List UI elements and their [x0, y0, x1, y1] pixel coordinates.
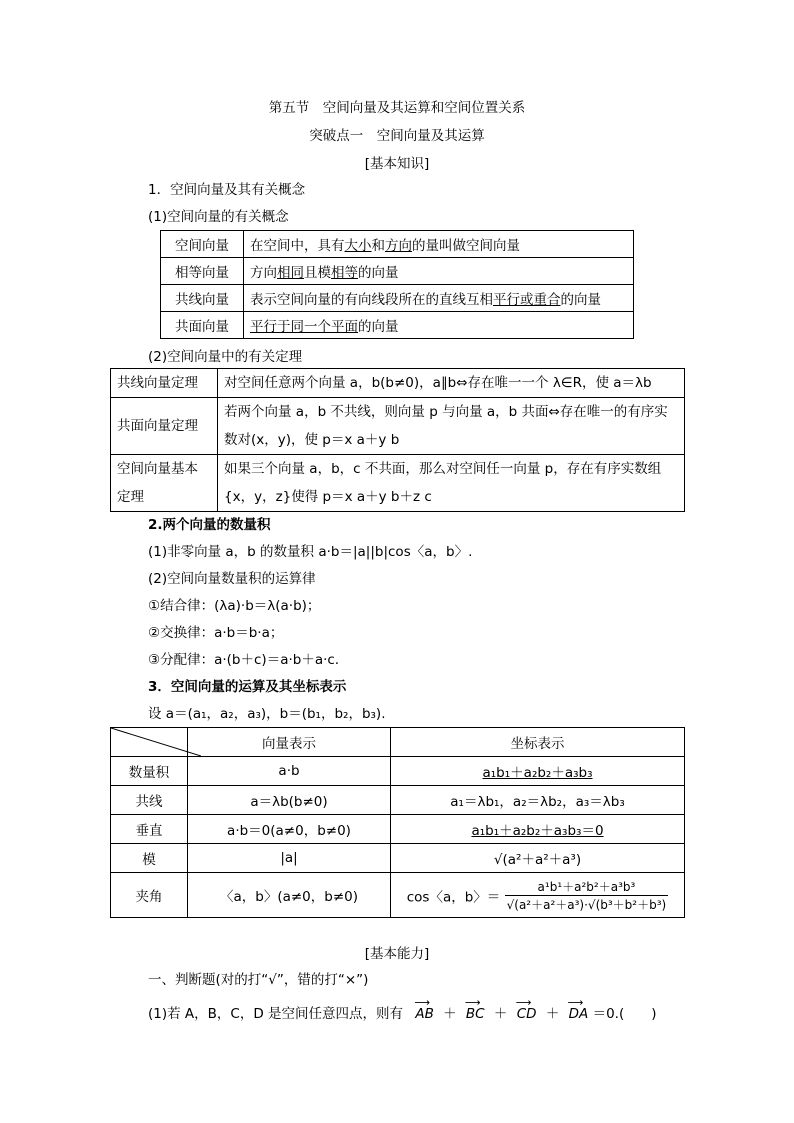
- col-header-coord: 坐标表示: [391, 728, 685, 757]
- s1-heading: 1．空间向量及其有关概念: [148, 182, 306, 198]
- diagonal-header-cell: [111, 728, 188, 757]
- law-distributive: ③分配律：a·(b＋c)＝a·b＋a·c.: [148, 652, 340, 668]
- op-name: 数量积: [111, 757, 188, 786]
- s1-sub1: (1)空间向量的有关概念: [148, 209, 289, 225]
- angle-fraction: [505, 878, 669, 913]
- s2-heading: 2.两个向量的数量积: [148, 517, 271, 533]
- theorem-name: 共面向量定理: [111, 398, 218, 455]
- angle-denominator: √(a²＋a²＋a³)·√(b³＋b²＋b³): [506, 897, 667, 912]
- concept-table: [160, 230, 634, 339]
- theorem-name: 空间向量基本 定理: [111, 455, 218, 512]
- question-1: [148, 1002, 657, 1022]
- table-row: [111, 844, 685, 873]
- col-header-vector: 向量表示: [188, 728, 391, 757]
- op-coord: a₁＝λb₁，a₂＝λb₂，a₃＝λb₃: [391, 786, 685, 815]
- vector-da: ⟶ DA: [569, 1006, 589, 1022]
- angle-numerator: a¹b¹＋a²b²＋a³b³: [505, 878, 669, 896]
- table-row: [161, 312, 634, 339]
- plus-sign: ＋: [493, 1006, 508, 1022]
- s2-line1: (1)非零向量 a，b 的数量积 a·b＝|a||b|cos〈a，b〉.: [148, 544, 473, 560]
- vector-cd: ⟶ CD: [517, 1006, 537, 1022]
- op-name: 夹角: [111, 873, 188, 918]
- op-name: 共线: [111, 786, 188, 815]
- op-coord: a₁b₁＋a₂b₂＋a₃b₃: [391, 757, 685, 786]
- theorem-content: 若两个向量 a，b 不共线，则向量 p 与向量 a，b 共面⇔存在唯一的有序实 数对(x，y)，使 p＝x a＋y b: [218, 398, 685, 455]
- q1-prefix: (1)若 A，B，C，D 是空间任意四点，则有: [148, 1006, 404, 1022]
- s2-line2: (2)空间向量数量积的运算律: [148, 571, 316, 587]
- theorem-table: [110, 368, 685, 512]
- concept-definition: 平行于同一个平面的向量: [244, 312, 634, 339]
- op-vector: |a|: [188, 844, 391, 873]
- concept-definition: 在空间中，具有大小和方向的量叫做空间向量: [244, 231, 634, 258]
- concept-term: 空间向量: [161, 231, 244, 258]
- concept-term: 共面向量: [161, 312, 244, 339]
- q1-suffix: ＝0.( ): [592, 1006, 657, 1022]
- plus-sign: ＋: [443, 1006, 457, 1022]
- op-vector: 〈a，b〉(a≠0，b≠0): [188, 873, 391, 918]
- table-row: [111, 455, 685, 512]
- s3-heading: 3．空间向量的运算及其坐标表示: [148, 679, 347, 695]
- vector-ab: ⟶ AB: [415, 1006, 434, 1022]
- op-coord: a₁b₁＋a₂b₂＋a₃b₃＝0: [391, 815, 685, 844]
- coord-table: [110, 727, 685, 918]
- theorem-content: 如果三个向量 a，b，c 不共面，那么对空间任一向量 p，存在有序实数组 {x，y，z}使得 p＝x a＋y b＋z c: [218, 455, 685, 512]
- op-coord: [391, 873, 685, 918]
- table-row: [161, 231, 634, 258]
- concept-definition: 表示空间向量的有向线段所在的直线互相平行或重合的向量: [244, 285, 634, 312]
- law-commutative: ②交换律：a·b＝b·a；: [148, 625, 284, 641]
- table-row: [111, 815, 685, 844]
- law-associative: ①结合律：(λa)·b＝λ(a·b)；: [148, 598, 321, 614]
- table-row: [111, 873, 685, 918]
- concept-definition: 方向相同且模相等的向量: [244, 258, 634, 285]
- page-title: 第五节 空间向量及其运算和空间位置关系: [268, 100, 526, 116]
- basic-ability-label: [基本能力]: [364, 946, 430, 962]
- vector-bc: ⟶ BC: [466, 1006, 485, 1022]
- theorem-content: 对空间任意两个向量 a，b(b≠0)，a∥b⇔存在唯一一个 λ∈R，使 a＝λb: [218, 369, 685, 398]
- op-vector: a·b: [188, 757, 391, 786]
- table-row: [161, 258, 634, 285]
- op-name: 垂直: [111, 815, 188, 844]
- s3-setup: 设 a＝(a₁，a₂，a₃)，b＝(b₁，b₂，b₃).: [148, 706, 386, 722]
- diagonal-line: [111, 728, 201, 756]
- q-heading: 一、判断题(对的打“√”，错的打“×”): [148, 972, 369, 988]
- s1-sub2: (2)空间向量中的有关定理: [148, 349, 303, 365]
- concept-term: 共线向量: [161, 285, 244, 312]
- concept-term: 相等向量: [161, 258, 244, 285]
- op-vector: a＝λb(b≠0): [188, 786, 391, 815]
- theorem-name: 共线向量定理: [111, 369, 218, 398]
- table-row: [111, 786, 685, 815]
- angle-prefix: cos〈a，b〉＝: [406, 889, 501, 905]
- table-row: [111, 398, 685, 455]
- plus-sign: ＋: [545, 1006, 560, 1022]
- table-row: [161, 285, 634, 312]
- table-row: [111, 757, 685, 786]
- basic-knowledge-label: [基本知识]: [364, 156, 430, 172]
- table-row: [111, 728, 685, 757]
- op-vector: a·b＝0(a≠0，b≠0): [188, 815, 391, 844]
- op-coord: √(a²＋a²＋a³): [391, 844, 685, 873]
- op-name: 模: [111, 844, 188, 873]
- section-title: 突破点一 空间向量及其运算: [309, 128, 485, 144]
- table-row: [111, 369, 685, 398]
